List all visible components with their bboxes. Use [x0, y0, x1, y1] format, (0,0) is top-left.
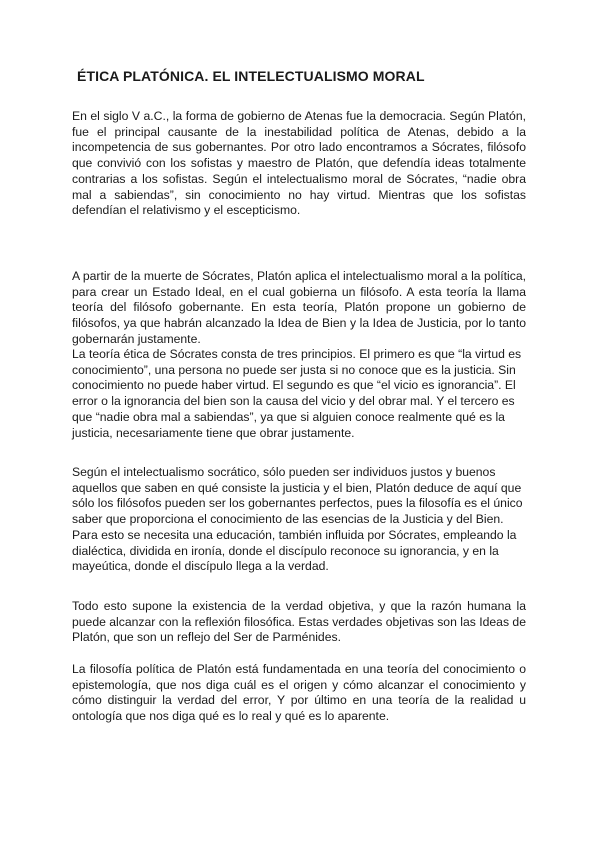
page-title: ÉTICA PLATÓNICA. EL INTELECTUALISMO MORAL [77, 68, 425, 84]
paragraph-socratic-principles: La teoría ética de Sócrates consta de tres principios. El primero es que “la virtud es conocimiento”, una persona no puede ser justa si no conoce que es la justicia. Sin conocimiento no puede haber virtud. El segundo es que “el vicio es ignorancia”. El error o la ignorancia del bien son la causa del vicio y del obrar mal. Y el tercero es que “nadie obra mal a sabiendas”, ya que si alguien conoce realmente qué es la justicia, necesariamente tiene que obrar justamente. [72, 347, 522, 440]
paragraph-epistemology: La filosofía política de Platón está fundamentada en una teoría del conocimiento o epistemología, que nos diga cuál es el origen y cómo alcanzar el conocimiento y cómo distinguir la verdad del error, Y por último en una teoría de la realidad u ontología que nos diga qué es lo real y qué es lo aparente. [72, 662, 526, 724]
paragraph-objective-truth: Todo esto supone la existencia de la verdad objetiva, y que la razón humana la puede alcanzar con la reflexión filosófica. Estas verdades objetivas son las Ideas de Platón, que son un reflejo del Ser de Parménides. [72, 599, 526, 645]
paragraph-philosopher-ruler: A partir de la muerte de Sócrates, Platón aplica el intelectualismo moral a la política, para crear un Estado Ideal, en el cual gobierna un filósofo. A esta teoría la llama teoría del filósofo gobernante. En esta teoría, Platón propone un gobierno de filósofos, ya que habrán alcanzado la Idea de Bien y la Idea de Justicia, por lo tanto gobernarán justamente. [72, 269, 526, 346]
paragraph-socratic-intellectualism: Según el intelectualismo socrático, sólo pueden ser individuos justos y buenos aquellos que saben en qué consiste la justicia y el bien, Platón deduce de aquí que sólo los filósofos pueden ser los gobernantes perfectos, pues la filosofía es el único saber que proporciona el conocimiento de las esencias de la Justicia y del Bien. Para esto se necesita una educación, también influida por Sócrates, empleando la dialéctica, dividida en ironía, donde el discípulo reconoce su ignorancia, y en la mayeútica, donde el discípulo llega a la verdad. [72, 465, 523, 574]
paragraph-athens-democracy: En el siglo V a.C., la forma de gobierno de Atenas fue la democracia. Según Platón, fue el principal causante de la inestabilidad política de Atenas, debido a la incompetencia de sus gobernantes. Por otro lado encontramos a Sócrates, filósofo que convivió con los sofistas y maestro de Platón, que defendía ideas totalmente contrarias a los sofistas. Según el intelectualismo moral de Sócrates, “nadie obra mal a sabiendas”, sin conocimiento no hay virtud. Mientras que los sofistas defendían el relativismo y el escepticismo. [72, 109, 526, 218]
